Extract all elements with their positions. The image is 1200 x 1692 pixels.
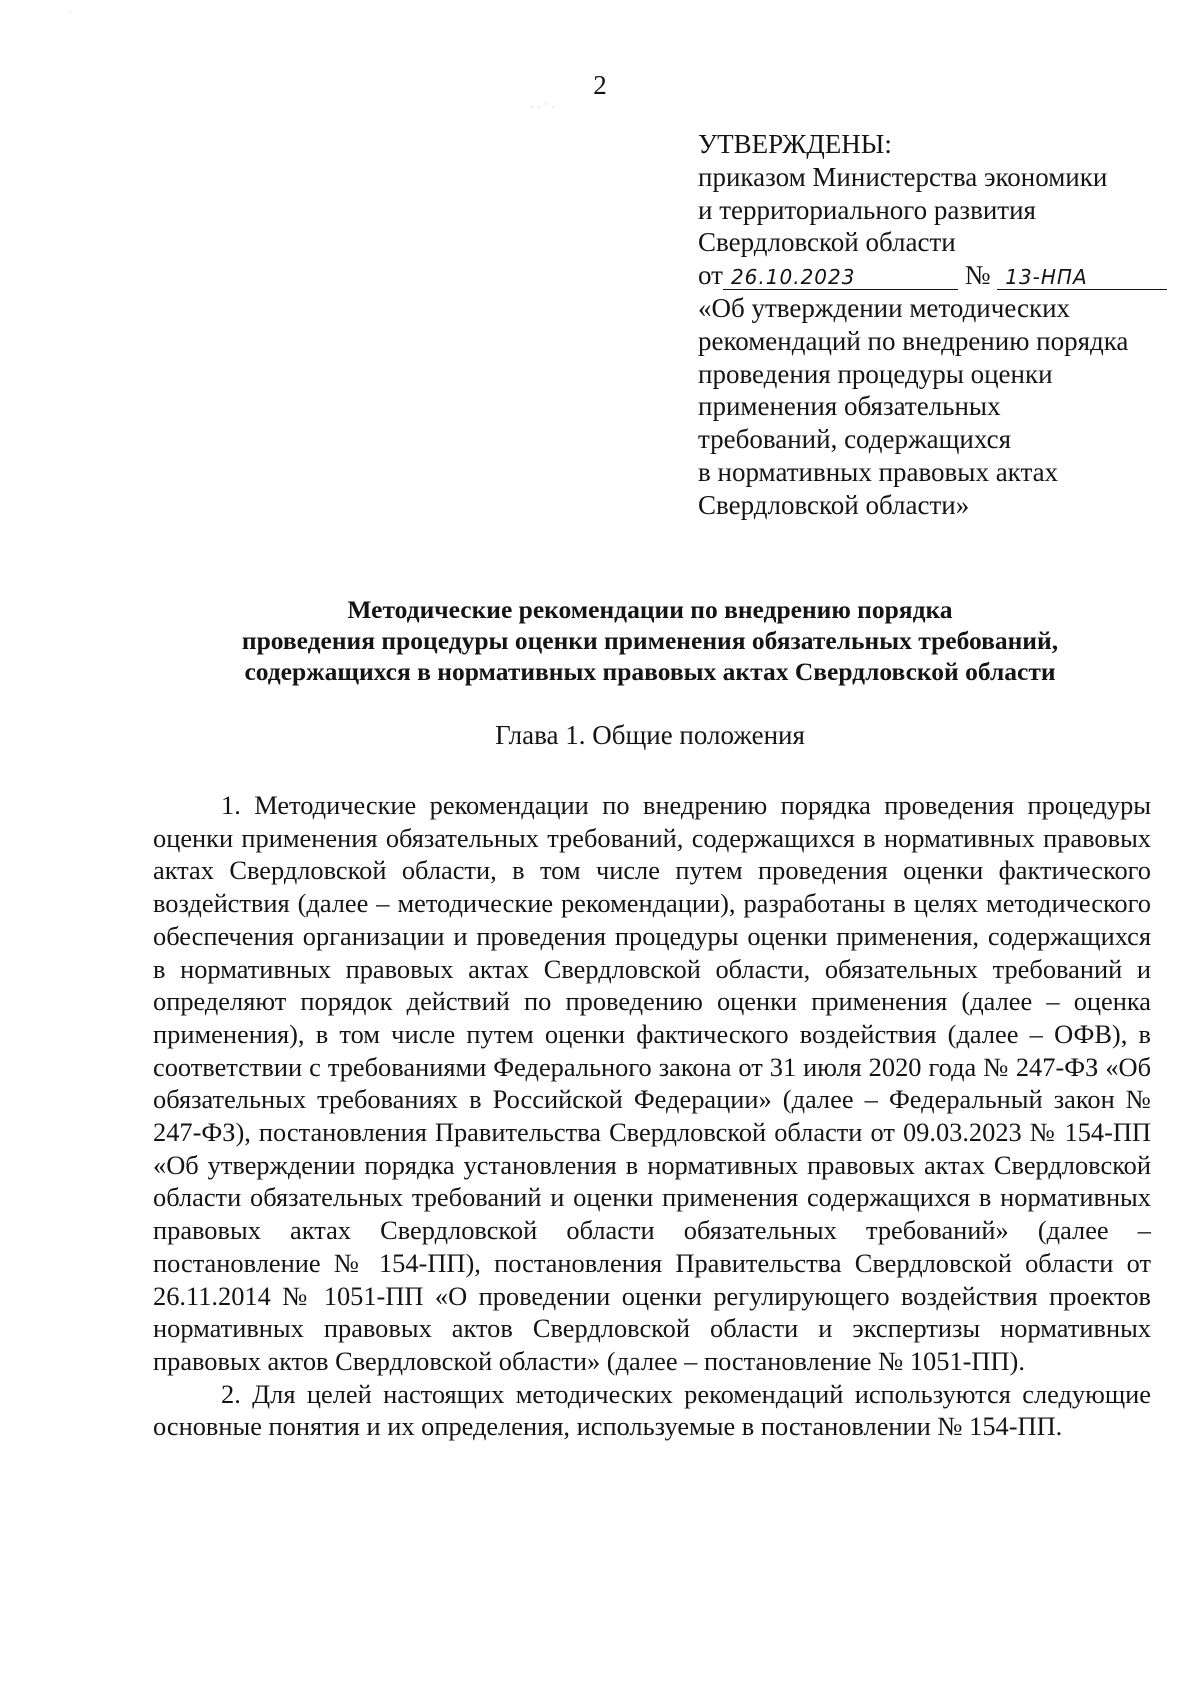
approval-block bbox=[698, 128, 1168, 522]
order-title-line: требований, содержащихся bbox=[698, 424, 1012, 455]
date-prefix: от bbox=[698, 260, 723, 291]
document-title bbox=[150, 594, 1150, 687]
approval-line: приказом Министерства экономики bbox=[698, 161, 1108, 192]
document-title-line: проведения процедуры оценки применения обязательных требований, bbox=[241, 626, 1059, 655]
handwritten-date: 26.10.2023 bbox=[730, 265, 856, 290]
scan-speck: · · ˙ · bbox=[530, 100, 555, 114]
order-title-line: рекомендаций по внедрению порядка bbox=[698, 325, 1129, 356]
order-title-line: применения обязательных bbox=[698, 391, 1001, 422]
number-field bbox=[997, 263, 1167, 290]
order-title-line: «Об утверждении методических bbox=[698, 292, 1071, 323]
approval-line: Свердловской области bbox=[698, 227, 956, 258]
paragraph: 2. Для целей настоящих методических рекомендаций используются следующие основные понятия и их определения, используемые в постановлении № 154-ПП. bbox=[153, 1378, 1151, 1442]
paragraph: 1. Методические рекомендации по внедрению порядка проведения процедуры оценки применения обязательных требований, содержащихся в нормативных правовых актах Свердловской области, в том числе путем проведения оценки фактического воздействия (далее – методические рекомендации), разработаны в целях методического обеспечения организации и проведения процедуры оценки применения, содержащихся в нормативных правовых актах Свердловской области, обязательных требований и определяют порядок действий по проведению оценки применения (далее – оценка применения), в том числе путем оценки фактического воздействия (далее – ОФВ), в соответствии с требованиями Федерального закона от 31 июля 2020 года № 247-ФЗ «Об обязательных требованиях в Российской Федерации» (далее – Федеральный закон № 247-ФЗ), постановления Правительства Свердловской области от 09.03.2023 № 154-ПП «Об утверждении порядка установления в нормативных правовых актах Свердловской области обязательных требований и оценки применения содержащихся в нормативных правовых актах Свердловской области обязательных требований» (далее – постановление № 154-ПП), постановления Правительства Свердловской области от 26.11.2014 № 1051-ПП «О проведении оценки регулирующего воздействия проектов нормативных правовых актов Свердловской области и экспертизы нормативных правовых актов Свердловской области» (далее – постановление № 1051-ПП). bbox=[153, 790, 1151, 1376]
order-title-line: в нормативных правовых актах bbox=[698, 456, 1059, 487]
body-text bbox=[153, 789, 1151, 1443]
order-title-line: Свердловской области» bbox=[698, 489, 970, 520]
approval-date-number-line bbox=[698, 259, 1168, 292]
document-title-line: содержащихся в нормативных правовых актах Свердловской области bbox=[244, 657, 1056, 686]
scan-speck: ˈ bbox=[68, 8, 72, 22]
handwritten-number: 13-НПА bbox=[1005, 265, 1088, 290]
page-number: 2 bbox=[593, 70, 607, 100]
date-field bbox=[723, 263, 958, 290]
number-prefix: № bbox=[964, 260, 991, 291]
approval-heading: УТВЕРЖДЕНЫ: bbox=[698, 129, 892, 159]
approval-line: и территориального развития bbox=[698, 194, 1036, 225]
document-title-line: Методические рекомендации по внедрению порядка bbox=[347, 595, 953, 624]
order-title-line: проведения процедуры оценки bbox=[698, 358, 1053, 389]
chapter-heading: Глава 1. Общие положения bbox=[495, 720, 805, 750]
